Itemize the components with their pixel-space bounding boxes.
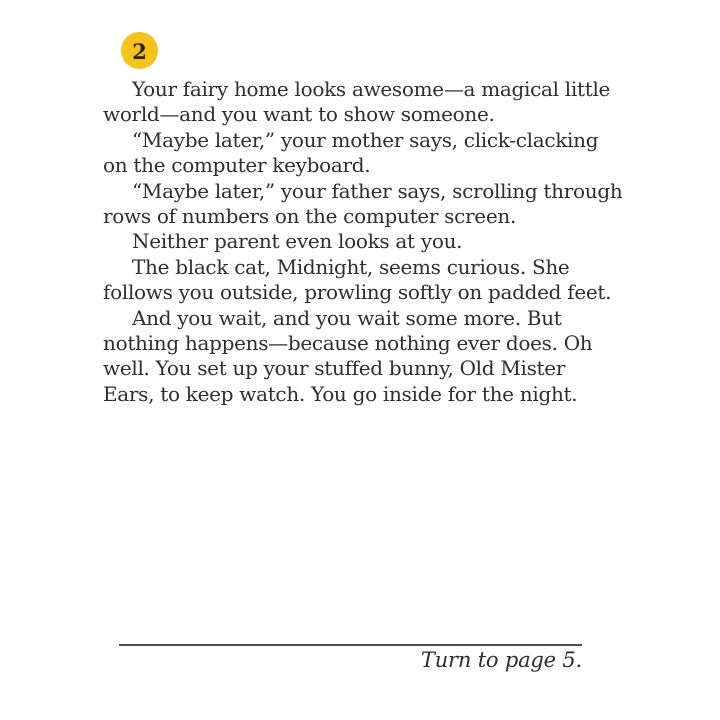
story-line: nothing happens—because nothing ever does. Oh	[103, 331, 593, 356]
page-number: 2	[132, 38, 147, 64]
footer-divider	[119, 644, 582, 646]
story-line: well. You set up your stuffed bunny, Old Mister	[103, 356, 566, 381]
story-line: “Maybe later,” your father says, scrolling through	[132, 178, 623, 203]
story-line: “Maybe later,” your mother says, click-clacking	[132, 127, 599, 152]
story-line: follows you outside, prowling softly on padded feet.	[103, 280, 612, 305]
story-line: And you wait, and you wait some more. But	[132, 305, 562, 330]
story-line: The black cat, Midnight, seems curious. She	[132, 254, 570, 279]
story-line: on the computer keyboard.	[103, 153, 371, 178]
story-line: Neither parent even looks at you.	[132, 229, 463, 254]
story-line: Your fairy home looks awesome—a magical little	[132, 77, 611, 101]
page-number-badge	[121, 32, 158, 69]
turn-instruction: Turn to page 5.	[420, 648, 582, 672]
story-line: Ears, to keep watch. You go inside for the night.	[103, 381, 578, 406]
story-line: rows of numbers on the computer screen.	[103, 204, 516, 229]
story-text	[103, 77, 623, 407]
story-line: world—and you want to show someone.	[103, 102, 495, 127]
